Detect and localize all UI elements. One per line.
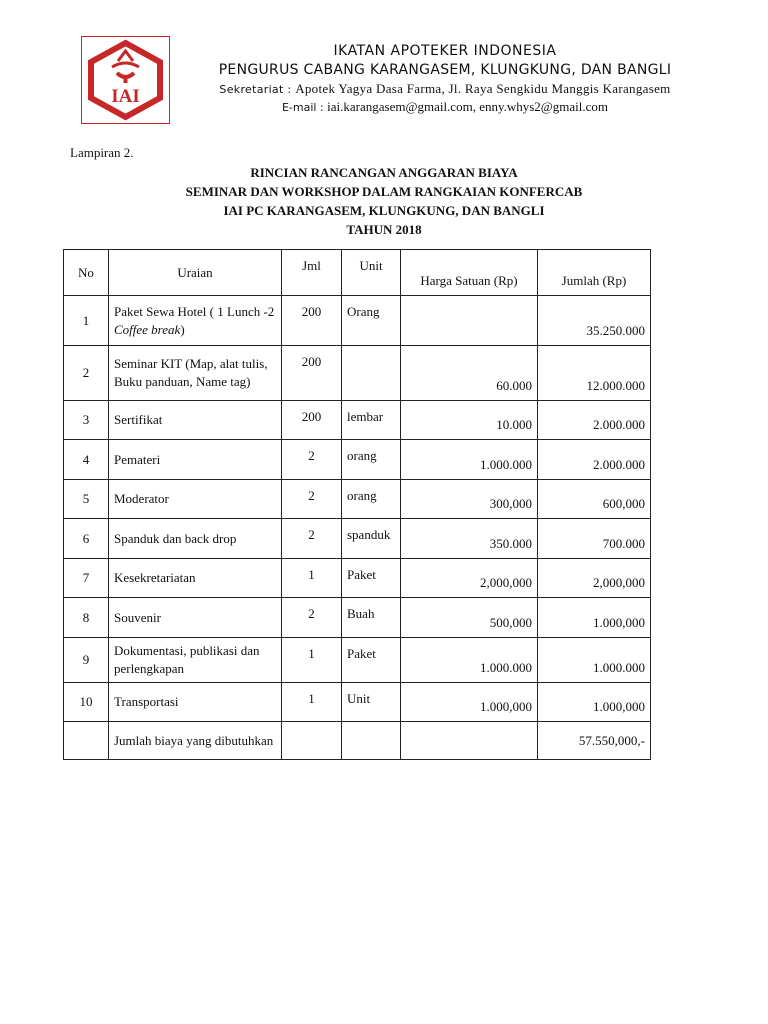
uraian-italic: Coffee break (114, 321, 181, 337)
row-unit: orang (342, 480, 401, 519)
row-uraian: Kesekretariatan (109, 559, 282, 598)
row-unit: Unit (342, 683, 401, 722)
table-row (64, 638, 651, 683)
row-uraian: Sertifikat (109, 401, 282, 440)
table-row (64, 598, 651, 638)
total-unit-cell (342, 722, 401, 760)
title-line-3: IAI PC KARANGASEM, KLUNGKUNG, DAN BANGLI (223, 203, 545, 218)
lampiran-label: Lampiran 2. (70, 145, 134, 160)
total-harga-cell (401, 722, 538, 760)
row-no: 3 (64, 401, 109, 440)
secretariat-label: Sekretariat : (219, 83, 292, 96)
table-row (64, 346, 651, 401)
row-jumlah: 12.000.000 (538, 346, 651, 401)
row-jml: 2 (282, 598, 342, 638)
iai-emblem-icon (82, 37, 169, 123)
row-jml: 1 (282, 559, 342, 598)
row-unit: spanduk (342, 519, 401, 559)
header-jumlah: Jumlah (Rp) (538, 250, 651, 296)
row-no: 2 (64, 346, 109, 401)
row-uraian: Dokumentasi, publikasi dan perlengkapan (109, 638, 282, 683)
header-harga: Harga Satuan (Rp) (401, 250, 538, 296)
row-no: 1 (64, 296, 109, 346)
logo-text: IAI (111, 86, 140, 107)
header-jml: Jml (282, 250, 342, 296)
title-line-4: TAHUN 2018 (346, 222, 422, 237)
total-jml-cell (282, 722, 342, 760)
row-jml: 1 (282, 638, 342, 683)
row-no: 8 (64, 598, 109, 638)
row-uraian (109, 296, 282, 346)
row-unit (342, 346, 401, 401)
email-address[interactable]: iai.karangasem@gmail.com, enny.whys2@gmail.com (327, 99, 609, 114)
org-name: IKATAN APOTEKER INDONESIA (333, 43, 557, 59)
total-no-cell (64, 722, 109, 760)
secretariat-line (180, 80, 710, 98)
table-row (64, 401, 651, 440)
row-unit: Paket (342, 638, 401, 683)
row-jml: 200 (282, 296, 342, 346)
row-harga: 1.000.000 (401, 440, 538, 480)
row-harga: 1.000,000 (401, 683, 538, 722)
row-jumlah: 1.000,000 (538, 683, 651, 722)
row-jumlah: 1.000.000 (538, 638, 651, 683)
total-row (64, 722, 651, 760)
document-titles (0, 163, 768, 239)
letterhead (180, 42, 710, 116)
table-header-row (64, 250, 651, 296)
row-no: 6 (64, 519, 109, 559)
title-line-1: RINCIAN RANCANGAN ANGGARAN BIAYA (250, 165, 518, 180)
row-jml: 2 (282, 480, 342, 519)
header-uraian: Uraian (109, 250, 282, 296)
row-jml: 2 (282, 519, 342, 559)
email-line (180, 98, 710, 116)
row-uraian: Moderator (109, 480, 282, 519)
row-unit: Orang (342, 296, 401, 346)
row-unit: orang (342, 440, 401, 480)
row-no: 9 (64, 638, 109, 683)
table-row (64, 559, 651, 598)
row-jumlah: 600,000 (538, 480, 651, 519)
table-row (64, 683, 651, 722)
row-uraian: Spanduk dan back drop (109, 519, 282, 559)
row-jumlah: 35.250.000 (538, 296, 651, 346)
row-harga: 1.000.000 (401, 638, 538, 683)
uraian-text: Paket Sewa Hotel ( 1 Lunch -2 (114, 303, 275, 319)
row-jml: 200 (282, 346, 342, 401)
row-harga: 350.000 (401, 519, 538, 559)
row-jumlah: 700.000 (538, 519, 651, 559)
budget-table (63, 249, 651, 760)
row-harga: 10.000 (401, 401, 538, 440)
row-uraian: Pemateri (109, 440, 282, 480)
title-line-2: SEMINAR DAN WORKSHOP DALAM RANGKAIAN KONFERCAB (185, 184, 583, 199)
row-unit: lembar (342, 401, 401, 440)
iai-logo (81, 36, 170, 124)
secretariat-address: Apotek Yagya Dasa Farma, Jl. Raya Sengkidu Manggis Karangasem (295, 81, 671, 96)
header-unit: Unit (342, 250, 401, 296)
row-harga: 500,000 (401, 598, 538, 638)
row-no: 10 (64, 683, 109, 722)
row-harga: 2,000,000 (401, 559, 538, 598)
header-no: No (64, 250, 109, 296)
table-row (64, 296, 651, 346)
row-jml: 2 (282, 440, 342, 480)
row-harga: 60.000 (401, 346, 538, 401)
row-jml: 200 (282, 401, 342, 440)
email-label: E-mail : (281, 101, 324, 114)
row-jumlah: 2,000,000 (538, 559, 651, 598)
total-label: Jumlah biaya yang dibutuhkan (109, 722, 282, 760)
row-uraian: Transportasi (109, 683, 282, 722)
row-jml: 1 (282, 683, 342, 722)
total-value: 57.550,000,- (538, 722, 651, 760)
row-harga (401, 296, 538, 346)
branch-name: PENGURUS CABANG KARANGASEM, KLUNGKUNG, DAN BANGLI (218, 62, 672, 78)
uraian-suffix: ) (180, 321, 185, 337)
row-unit: Paket (342, 559, 401, 598)
table-row (64, 519, 651, 559)
row-no: 7 (64, 559, 109, 598)
row-no: 5 (64, 480, 109, 519)
row-jumlah: 2.000.000 (538, 401, 651, 440)
table-row (64, 480, 651, 519)
row-jumlah: 2.000.000 (538, 440, 651, 480)
row-unit: Buah (342, 598, 401, 638)
table-row (64, 440, 651, 480)
row-uraian: Souvenir (109, 598, 282, 638)
row-no: 4 (64, 440, 109, 480)
row-jumlah: 1.000,000 (538, 598, 651, 638)
row-harga: 300,000 (401, 480, 538, 519)
row-uraian: Seminar KIT (Map, alat tulis, Buku panduan, Name tag) (109, 346, 282, 401)
